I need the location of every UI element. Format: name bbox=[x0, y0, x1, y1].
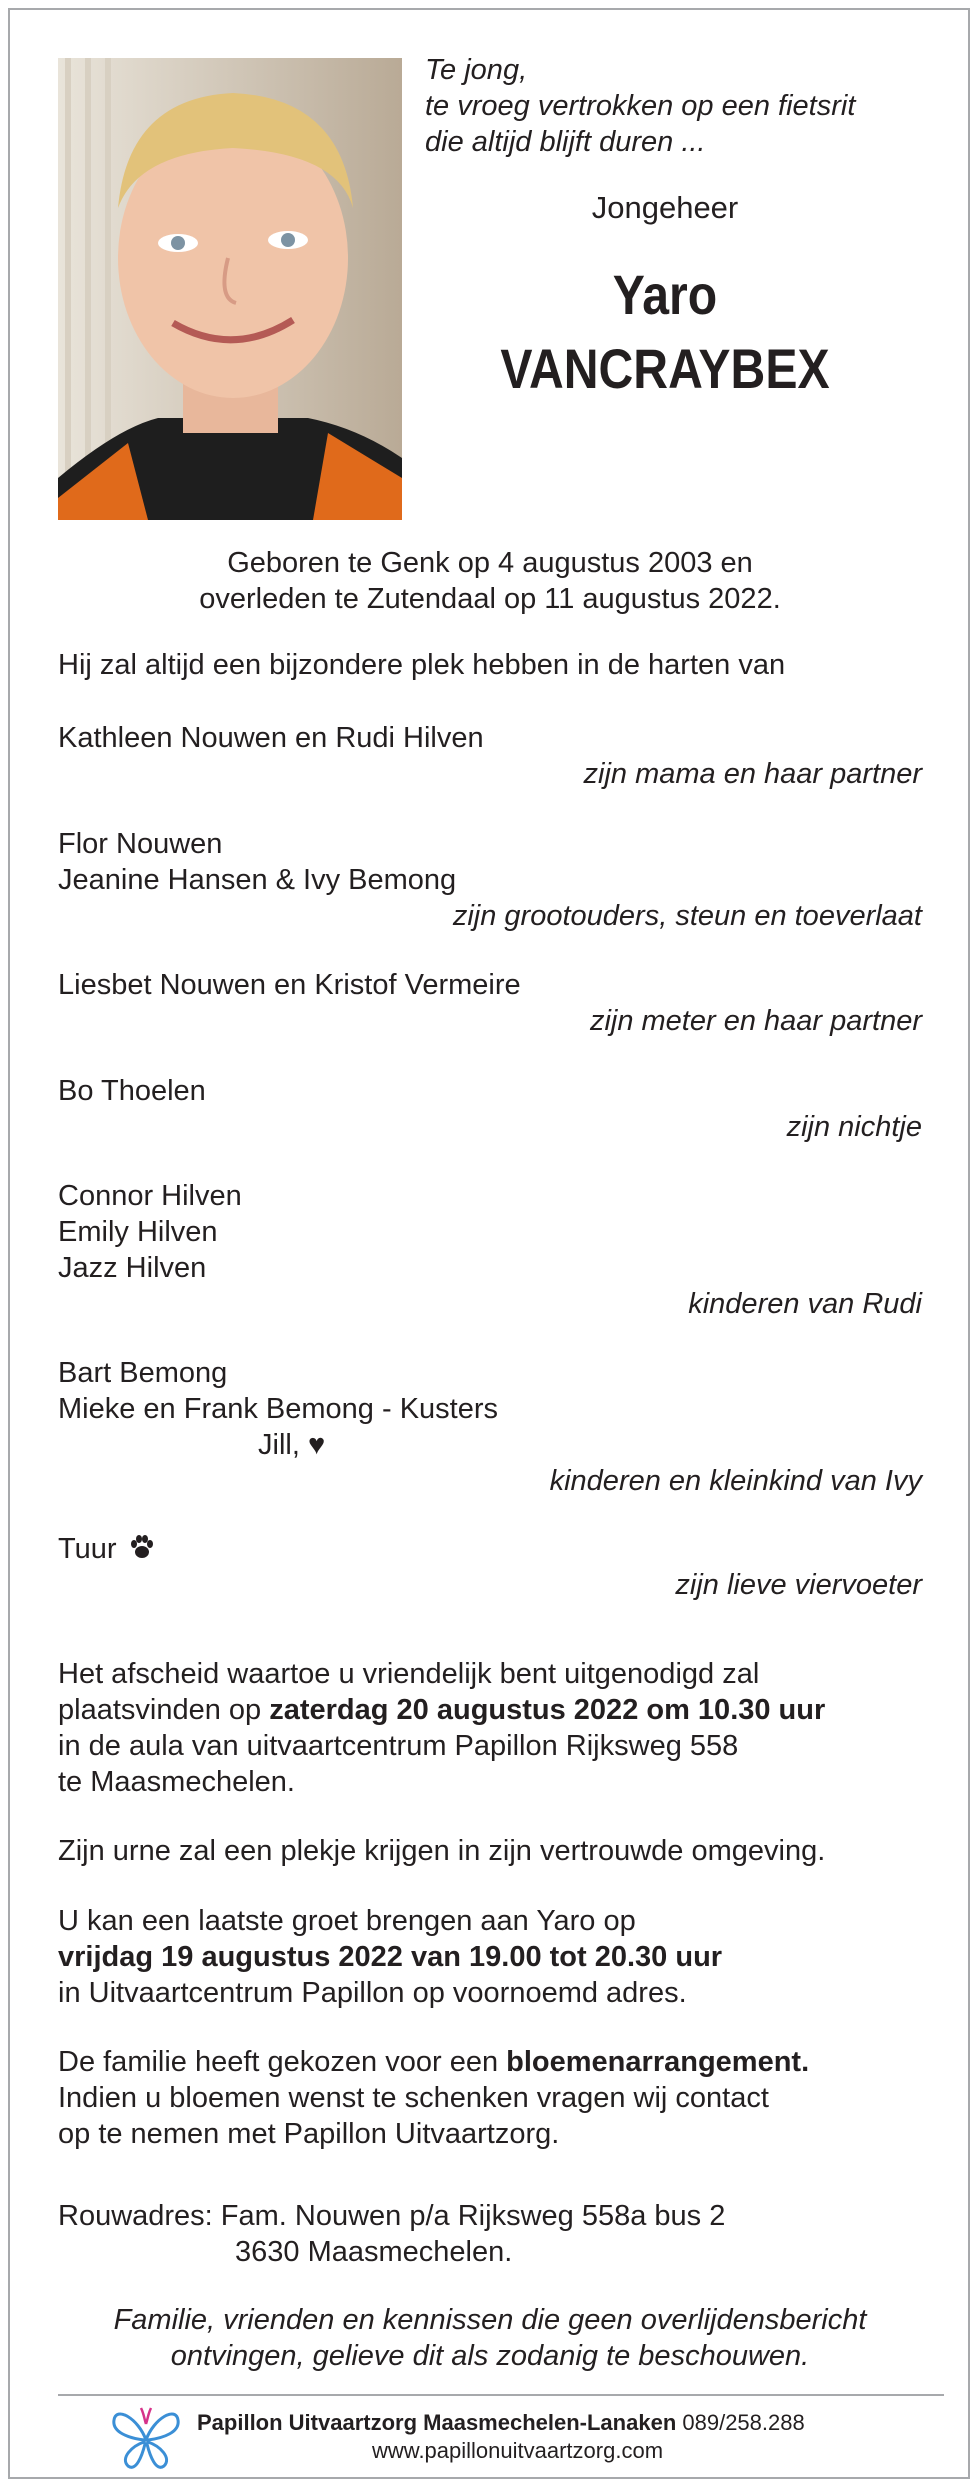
text-line: in de aula van uitvaartcentrum Papillon Rijksweg 558 bbox=[58, 1730, 739, 1762]
greeting-datetime: vrijdag 19 augustus 2022 van 19.00 tot 20.30 uur bbox=[58, 1941, 723, 1973]
closing-note bbox=[58, 2302, 922, 2374]
text-span: De familie heeft gekozen voor een bbox=[58, 2046, 507, 2078]
butterfly-logo-icon bbox=[108, 2400, 184, 2472]
relative-name: Kathleen Nouwen en Rudi Hilven bbox=[58, 722, 484, 754]
greeting-paragraph bbox=[58, 1903, 938, 2011]
text-line: te Maasmechelen. bbox=[58, 1766, 295, 1798]
birth-death-info bbox=[58, 545, 922, 617]
address-line: Rouwadres: Fam. Nouwen p/a Rijksweg 558a bus 2 bbox=[58, 2200, 726, 2232]
text-line: op te nemen met Papillon Uitvaartzorg. bbox=[58, 2118, 560, 2150]
text-span: plaatsvinden op bbox=[58, 1694, 270, 1726]
relative-role: zijn nichtje bbox=[786, 1111, 922, 1143]
funeral-home-website: www.papillonuitvaartzorg.com bbox=[372, 2438, 664, 2463]
text-line bbox=[58, 1939, 938, 1975]
flower-arrangement: bloemenarrangement. bbox=[506, 2046, 810, 2078]
relative-role: zijn grootouders, steun en toeverlaat bbox=[452, 900, 922, 932]
relative-name: Bo Thoelen bbox=[58, 1075, 206, 1107]
relative-name-row bbox=[58, 1531, 922, 1567]
portrait-photo bbox=[58, 58, 402, 520]
text-line: Indien u bloemen wenst te schenken vragen wij contact bbox=[58, 2082, 769, 2114]
relative-name: Jazz Hilven bbox=[58, 1252, 207, 1284]
relative-group-ivy-children bbox=[58, 1355, 922, 1499]
relative-group-rudi-children bbox=[58, 1178, 922, 1322]
death-line: overleden te Zutendaal op 11 augustus 2022. bbox=[199, 583, 781, 615]
farewell-datetime: zaterdag 20 augustus 2022 om 10.30 uur bbox=[269, 1694, 826, 1726]
funeral-home-name: Papillon Uitvaartzorg Maasmechelen-Lanaken bbox=[197, 2410, 677, 2435]
closing-line: Familie, vrienden en kennissen die geen overlijdensbericht bbox=[113, 2304, 867, 2336]
relatives-intro: Hij zal altijd een bijzondere plek hebben in de harten van bbox=[58, 649, 786, 681]
relative-role: kinderen en kleinkind van Ivy bbox=[549, 1465, 922, 1497]
first-name: Yaro bbox=[612, 263, 718, 326]
relative-name: Emily Hilven bbox=[58, 1216, 218, 1248]
funeral-home-info bbox=[197, 2409, 805, 2465]
relative-role: zijn lieve viervoeter bbox=[675, 1569, 922, 1601]
relative-name: Flor Nouwen bbox=[58, 828, 223, 860]
relative-group-mother bbox=[58, 720, 922, 792]
relative-role: zijn mama en haar partner bbox=[583, 758, 922, 790]
relative-group-grandparents bbox=[58, 826, 922, 934]
relative-name: Connor Hilven bbox=[58, 1180, 242, 1212]
farewell-paragraph bbox=[58, 1656, 938, 1800]
relative-group-niece bbox=[58, 1073, 922, 1145]
urn-paragraph: Zijn urne zal een plekje krijgen in zijn vertrouwde omgeving. bbox=[58, 1835, 826, 1867]
verse-line: te vroeg vertrokken op een fietsrit bbox=[425, 90, 856, 122]
relative-group-godmother bbox=[58, 967, 922, 1039]
divider bbox=[58, 2394, 944, 2396]
last-name: VANCRAYBEX bbox=[500, 337, 830, 400]
relative-role: zijn meter en haar partner bbox=[589, 1005, 922, 1037]
text-line bbox=[58, 2044, 938, 2080]
memorial-verse bbox=[425, 52, 855, 160]
closing-line: ontvingen, gelieve dit als zodanig te beschouwen. bbox=[170, 2340, 810, 2372]
relative-name: Mieke en Frank Bemong - Kusters bbox=[58, 1393, 499, 1425]
relative-name: Liesbet Nouwen en Kristof Vermeire bbox=[58, 969, 521, 1001]
relative-group-pet bbox=[58, 1531, 922, 1603]
relative-name: Jill, ♥ bbox=[258, 1429, 326, 1461]
verse-line: Te jong, bbox=[425, 54, 528, 86]
text-line: U kan een laatste groet brengen aan Yaro op bbox=[58, 1905, 636, 1937]
honorific: Jongeheer bbox=[591, 190, 739, 225]
funeral-home-phone: 089/258.288 bbox=[676, 2410, 805, 2435]
mourning-address bbox=[58, 2198, 725, 2270]
paw-icon bbox=[129, 1534, 155, 1560]
relative-name: Tuur bbox=[58, 1533, 117, 1565]
text-line: Het afscheid waartoe u vriendelijk bent uitgenodigd zal bbox=[58, 1658, 760, 1690]
relative-name: Bart Bemong bbox=[58, 1357, 228, 1389]
text-line: in Uitvaartcentrum Papillon op voornoemd adres. bbox=[58, 1977, 687, 2009]
funeral-home-line bbox=[197, 2409, 805, 2437]
address-line: 3630 Maasmechelen. bbox=[235, 2236, 513, 2268]
relative-role: kinderen van Rudi bbox=[688, 1288, 922, 1320]
relative-name: Jeanine Hansen & Ivy Bemong bbox=[58, 864, 457, 896]
text-line bbox=[58, 1692, 938, 1728]
verse-line: die altijd blijft duren ... bbox=[425, 126, 706, 158]
flowers-paragraph bbox=[58, 2044, 938, 2152]
birth-line: Geboren te Genk op 4 augustus 2003 en bbox=[227, 547, 753, 579]
